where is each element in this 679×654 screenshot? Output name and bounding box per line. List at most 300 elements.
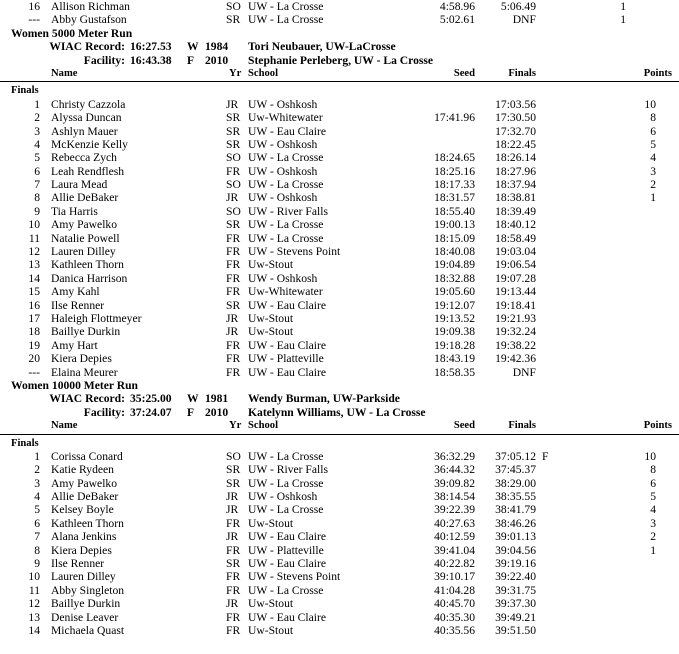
athlete-name: Kiera Depies [51,543,112,557]
record-line [0,54,679,67]
record-line [0,392,679,405]
final-time: 37:45.37 [495,463,536,477]
header-divider [0,434,679,435]
result-row [0,544,679,557]
header-points: Points [643,420,672,432]
athlete-name: Abby Singleton [51,583,125,597]
athlete-name: Kathleen Thorn [51,258,124,272]
final-time: 18:37.94 [495,178,536,192]
header-seed: Seed [453,67,475,79]
record-time: 35:25.00 [130,392,172,406]
year-cell: SR [226,218,241,232]
result-row [0,285,679,298]
place-cell: --- [28,13,40,27]
seed-time: 18:25.16 [434,164,475,178]
athlete-name: Amy Pawelko [51,218,118,232]
school-cell: UW - La Crosse [248,503,324,517]
header-points: Points [643,67,672,79]
athlete-name: Allie DeBaker [51,490,119,504]
header-finals: Finals [508,67,536,79]
school-cell: UW - Oshkosh [248,164,318,178]
school-cell: UW - Oshkosh [248,271,318,285]
final-time: 39:22.40 [495,570,536,584]
school-cell: UW - Stevens Point [248,245,341,259]
column-headers [0,67,679,80]
final-time: 19:38.22 [495,338,536,352]
place-cell: 13 [28,258,40,272]
year-cell: FR [226,516,241,530]
seed-time: 18:58.35 [434,365,475,379]
school-cell: UW - La Crosse [248,151,324,165]
athlete-name: Allie DeBaker [51,191,119,205]
record-year: 2010 [205,405,229,419]
athlete-name: Lauren Dilley [51,570,116,584]
final-time: 19:07.28 [495,271,536,285]
seed-time: 18:43.19 [434,352,475,366]
result-row [0,517,679,530]
school-cell: UW - Eau Claire [248,338,327,352]
place-cell: 20 [28,352,40,366]
place-cell: 12 [28,597,40,611]
place-cell: 4 [34,137,40,151]
school-cell: UW - Platteville [248,543,324,557]
place-cell: 6 [34,164,40,178]
result-row [0,624,679,637]
record-holder: Stephanie Perleberg, UW - La Crosse [248,53,434,67]
header-yr: Yr [229,420,242,432]
seed-time: 39:41.04 [434,543,475,557]
athlete-name: Tia Harris [51,204,98,218]
year-cell: SO [226,178,241,192]
year-cell: FR [226,543,241,557]
athlete-name: Ilse Renner [51,298,105,312]
place-cell: 7 [34,178,40,192]
year-cell: SR [226,298,241,312]
year-cell: FR [226,338,241,352]
year-cell: FR [226,164,241,178]
seed-time: 41:04.28 [434,583,475,597]
result-row [0,611,679,624]
school-cell: UW - Eau Claire [248,610,327,624]
seed-time: 17:41.96 [434,111,475,125]
header-name: Name [51,67,78,79]
seed-time: 4:58.96 [439,0,475,13]
athlete-name: Rebecca Zych [51,151,117,165]
year-cell: JR [226,530,239,544]
header-name: Name [51,420,78,432]
year-cell: JR [226,325,239,339]
place-cell: 16 [28,298,40,312]
result-row [0,325,679,338]
final-time: 39:49.21 [495,610,536,624]
final-time: DNF [512,13,536,27]
athlete-name: McKenzie Kelly [51,137,128,151]
year-cell: JR [226,97,239,111]
athlete-name: Ilse Renner [51,557,105,571]
place-cell: 1 [34,97,40,111]
school-cell: UW - Oshkosh [248,97,318,111]
record-line [0,40,679,53]
seed-time: 40:22.82 [434,557,475,571]
result-row [0,339,679,352]
seed-time: 18:15.09 [434,231,475,245]
final-time: 5:06.49 [500,0,536,13]
school-cell: UW - La Crosse [248,218,324,232]
athlete-name: Kathleen Thorn [51,516,124,530]
school-cell: UW - La Crosse [248,231,324,245]
final-time: 39:01.13 [495,530,536,544]
record-code: W [187,392,199,406]
final-time: 19:03.04 [495,245,536,259]
seed-time: 36:44.32 [434,463,475,477]
points-cell: 3 [650,164,656,178]
event-title: Women 10000 Meter Run [11,378,138,392]
points-cell: 4 [650,151,656,165]
school-cell: UW - Oshkosh [248,490,318,504]
place-cell: 19 [28,338,40,352]
school-cell: UW - Eau Claire [248,124,327,138]
final-time: 38:46.26 [495,516,536,530]
athlete-name: Danica Harrison [51,271,128,285]
seed-time: 18:32.88 [434,271,475,285]
header-divider [0,81,679,82]
athlete-name: Amy Pawelko [51,476,118,490]
school-cell: Uw-Stout [248,311,294,325]
points-cell: 5 [650,490,656,504]
place-cell: 17 [28,311,40,325]
athlete-name: Michaela Quast [51,623,125,637]
record-line [0,406,679,419]
seed-time: 18:24.65 [434,151,475,165]
place-cell: 13 [28,610,40,624]
points-cell: 1 [650,543,656,557]
final-time: 37:05.12 [495,449,536,463]
year-cell: SO [226,151,241,165]
year-cell: JR [226,503,239,517]
place-cell: 11 [28,583,40,597]
year-cell: SO [226,0,241,13]
year-cell: FR [226,623,241,637]
result-row [0,258,679,271]
year-cell: FR [226,258,241,272]
final-time: 17:30.50 [495,111,536,125]
seed-time: 40:45.70 [434,597,475,611]
year-cell: JR [226,311,239,325]
points-cell: 8 [650,463,656,477]
school-cell: UW - Eau Claire [248,557,327,571]
final-time: 19:21.93 [495,311,536,325]
year-cell: FR [226,245,241,259]
result-row [0,245,679,258]
seed-time: 18:55.40 [434,204,475,218]
seed-time: 19:13.52 [434,311,475,325]
year-cell: SR [226,137,241,151]
seed-time: 19:04.89 [434,258,475,272]
athlete-name: Elaina Meurer [51,365,118,379]
seed-time: 19:00.13 [434,218,475,232]
athlete-name: Natalie Powell [51,231,120,245]
school-cell: UW - River Falls [248,463,328,477]
place-cell: 16 [28,0,40,13]
final-time: 18:58.49 [495,231,536,245]
result-row [0,111,679,124]
place-cell: 18 [28,325,40,339]
result-row [0,366,679,379]
place-cell: 7 [34,530,40,544]
record-year: 2010 [205,53,229,67]
athlete-name: Kiera Depies [51,352,112,366]
place-cell: 12 [28,245,40,259]
place-cell: 10 [28,218,40,232]
year-cell: SR [226,124,241,138]
final-time: 39:04.56 [495,543,536,557]
section-label: Finals [11,85,39,97]
year-cell: SR [226,111,241,125]
year-cell: FR [226,271,241,285]
final-time: 18:27.96 [495,164,536,178]
athlete-name: Alana Jenkins [51,530,117,544]
athlete-name: Corissa Conard [51,449,123,463]
record-holder: Katelynn Williams, UW - La Crosse [248,405,426,419]
header-school: School [248,67,279,79]
athlete-name: Alyssa Duncan [51,111,122,125]
school-cell: Uw-Whitewater [248,285,323,299]
athlete-name: Baillye Durkin [51,325,121,339]
result-row [0,490,679,503]
result-row [0,125,679,138]
athlete-name: Leah Rendflesh [51,164,125,178]
place-cell: --- [28,365,40,379]
seed-time: 18:40.08 [434,245,475,259]
school-cell: UW - Oshkosh [248,191,318,205]
record-code: W [187,40,199,54]
place-cell: 14 [28,623,40,637]
seed-time: 18:17.33 [434,178,475,192]
final-time: 19:18.41 [495,298,536,312]
result-row [0,584,679,597]
seed-time: 39:09.82 [434,476,475,490]
points-cell: 2 [650,530,656,544]
year-cell: FR [226,610,241,624]
record-label: WIAC Record: [49,392,125,406]
athlete-name: Amy Hart [51,338,98,352]
seed-time: 38:14.54 [434,490,475,504]
points-cell: 2 [650,178,656,192]
athlete-name: Allison Richman [51,0,130,13]
result-row [0,352,679,365]
points-cell: 5 [650,137,656,151]
athlete-name: Kelsey Boyle [51,503,114,517]
school-cell: UW - La Crosse [248,476,324,490]
record-time: 16:27.53 [130,40,172,54]
place-cell: 5 [34,151,40,165]
year-cell: FR [226,365,241,379]
record-holder: Wendy Burman, UW-Parkside [248,392,400,406]
seed-time: 36:32.29 [434,449,475,463]
result-row [0,477,679,490]
header-seed: Seed [453,420,475,432]
place-cell: 8 [34,191,40,205]
result-row [0,450,679,463]
event-title: Women 5000 Meter Run [11,26,133,40]
seed-time: 40:35.30 [434,610,475,624]
place-cell: 14 [28,271,40,285]
final-time: 19:42.36 [495,352,536,366]
year-cell: SO [226,449,241,463]
section-label: Finals [11,437,39,449]
points-cell: 1 [650,191,656,205]
athlete-name: Christy Cazzola [51,97,126,111]
school-cell: Uw-Stout [248,516,294,530]
place-cell: 9 [34,557,40,571]
final-time: 39:19.16 [495,557,536,571]
result-row [0,218,679,231]
final-time: 19:13.44 [495,285,536,299]
record-label: Facility: [83,405,125,419]
seed-time: 40:12.59 [434,530,475,544]
seed-time: 5:02.61 [439,13,475,27]
final-time: 38:29.00 [495,476,536,490]
place-cell: 9 [34,204,40,218]
final-time: 18:22.45 [495,137,536,151]
school-cell: UW - Stevens Point [248,570,341,584]
final-time: 19:06.54 [495,258,536,272]
final-time: 38:35.55 [495,490,536,504]
final-time: 39:37.30 [495,597,536,611]
school-cell: Uw-Stout [248,258,294,272]
result-row [0,191,679,204]
place-cell: 3 [34,476,40,490]
result-row [0,503,679,516]
seed-time: 39:10.17 [434,570,475,584]
athlete-name: Baillye Durkin [51,597,121,611]
final-time: 18:39.49 [495,204,536,218]
record-flag: F [542,449,549,463]
school-cell: UW - Eau Claire [248,365,327,379]
athlete-name: Denise Leaver [51,610,119,624]
year-cell: JR [226,191,239,205]
school-cell: UW - Eau Claire [248,298,327,312]
record-year: 1981 [205,392,229,406]
record-time: 37:24.07 [130,405,172,419]
school-cell: UW - La Crosse [248,178,324,192]
final-time: 18:26.14 [495,151,536,165]
result-row [0,0,679,13]
seed-time: 40:35.56 [434,623,475,637]
final-time: 19:32.24 [495,325,536,339]
school-cell: Uw-Stout [248,597,294,611]
result-row [0,178,679,191]
result-row [0,312,679,325]
final-time: 38:41.79 [495,503,536,517]
final-time: 18:40.12 [495,218,536,232]
year-cell: FR [226,285,241,299]
school-cell: UW - La Crosse [248,0,324,13]
place-cell: 10 [28,570,40,584]
school-cell: UW - Platteville [248,352,324,366]
result-row [0,165,679,178]
year-cell: SO [226,204,241,218]
final-time: 17:32.70 [495,124,536,138]
points-cell: 10 [644,449,656,463]
place-cell: 4 [34,490,40,504]
year-cell: SR [226,557,241,571]
result-row [0,151,679,164]
seed-time: 19:05.60 [434,285,475,299]
athlete-name: Ashlyn Mauer [51,124,118,138]
seed-time: 18:31.57 [434,191,475,205]
final-time: DNF [512,365,536,379]
school-cell: UW - La Crosse [248,13,324,27]
year-cell: FR [226,231,241,245]
points-cell: 8 [650,111,656,125]
place-cell: 2 [34,463,40,477]
school-cell: Uw-Stout [248,623,294,637]
place-cell: 5 [34,503,40,517]
points-cell: 10 [644,97,656,111]
athlete-name: Laura Mead [51,178,108,192]
record-year: 1984 [205,40,229,54]
year-cell: SR [226,463,241,477]
header-school: School [248,420,279,432]
points-cell: 6 [650,124,656,138]
athlete-name: Amy Kahl [51,285,100,299]
seed-time: 19:12.07 [434,298,475,312]
year-cell: FR [226,583,241,597]
column-headers [0,419,679,432]
result-row [0,530,679,543]
place-cell: 15 [28,285,40,299]
result-row [0,98,679,111]
result-row [0,299,679,312]
place-cell: 6 [34,516,40,530]
record-label: WIAC Record: [49,40,125,54]
school-cell: Uw-Stout [248,325,294,339]
final-time: 39:31.75 [495,583,536,597]
points-cell: 3 [650,516,656,530]
school-cell: UW - River Falls [248,204,328,218]
place-cell: 3 [34,124,40,138]
school-cell: UW - La Crosse [248,583,324,597]
result-row [0,138,679,151]
final-time: 17:03.56 [495,97,536,111]
year-cell: JR [226,597,239,611]
seed-time: 19:18.28 [434,338,475,352]
result-row [0,205,679,218]
result-row [0,463,679,476]
athlete-name: Lauren Dilley [51,245,116,259]
result-row [0,557,679,570]
record-holder: Tori Neubauer, UW-LaCrosse [248,40,396,54]
year-cell: FR [226,570,241,584]
athlete-name: Haleigh Flottmeyer [51,311,142,325]
athlete-name: Katie Rydeen [51,463,114,477]
result-row [0,13,679,26]
result-row [0,232,679,245]
record-code: F [187,53,195,67]
final-time: 18:38.81 [495,191,536,205]
points-cell: 4 [650,503,656,517]
year-cell: JR [226,490,239,504]
result-row [0,597,679,610]
seed-time: 19:09.38 [434,325,475,339]
header-yr: Yr [229,67,242,79]
year-cell: SR [226,13,241,27]
points-cell: 1 [620,13,626,27]
year-cell: FR [226,352,241,366]
record-code: F [187,405,195,419]
points-cell: 1 [620,0,626,13]
